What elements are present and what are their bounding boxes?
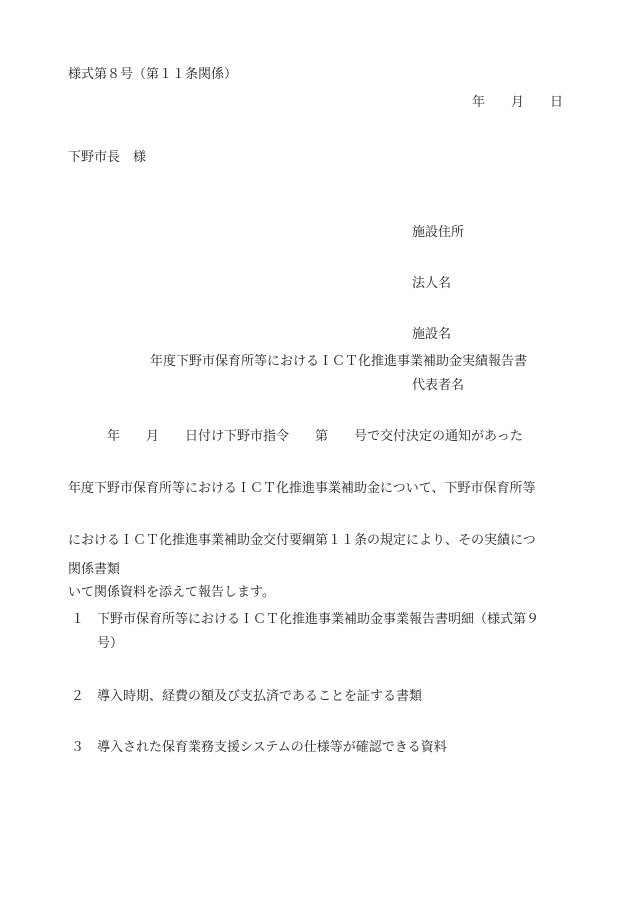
body-line: 年 月 日付け下野市指令 第 号で交付決定の通知があった bbox=[68, 429, 523, 444]
list-item-continuation: 号） bbox=[97, 636, 124, 651]
list-item-text: 導入された保育業務支援システムの仕様等が確認できる資料 bbox=[97, 740, 447, 755]
list-item-number: ２ bbox=[71, 689, 85, 704]
facility-address-label: 施設住所 bbox=[412, 225, 465, 240]
list-item-number: １ bbox=[71, 612, 85, 627]
list-item bbox=[68, 689, 423, 715]
form-number: 様式第８号（第１１条関係） bbox=[68, 67, 238, 82]
body-line: 年度下野市保育所等におけるＩＣＴ化推進事業補助金について、下野市保育所等 bbox=[68, 481, 536, 496]
list-item-text: 下野市保育所等におけるＩＣＴ化推進事業補助金事業報告書明細（様式第９ bbox=[97, 612, 540, 627]
applicant-block bbox=[412, 200, 464, 417]
representative-name-label: 代表者名 bbox=[412, 378, 465, 393]
list-item-text: 導入時期、経費の額及び支払済であることを証する書類 bbox=[97, 689, 423, 704]
report-title: 年度下野市保育所等におけるＩＣＴ化推進事業補助金実績報告書 bbox=[150, 354, 528, 369]
list-item-number: ３ bbox=[71, 740, 85, 755]
addressee: 下野市長 様 bbox=[68, 150, 147, 165]
facility-name-label: 施設名 bbox=[412, 327, 452, 342]
related-documents-heading: 関係書類 bbox=[68, 562, 121, 577]
corporation-name-label: 法人名 bbox=[412, 276, 452, 291]
list-item bbox=[68, 612, 540, 664]
body-line: におけるＩＣＴ化推進事業補助金交付要綱第１１条の規定により、その実績につ bbox=[68, 533, 536, 548]
body-text bbox=[68, 404, 536, 625]
body-line: いて関係資料を添えて報告します。 bbox=[68, 585, 275, 600]
date-line: 年 月 日 bbox=[472, 95, 564, 110]
list-item bbox=[68, 740, 447, 766]
